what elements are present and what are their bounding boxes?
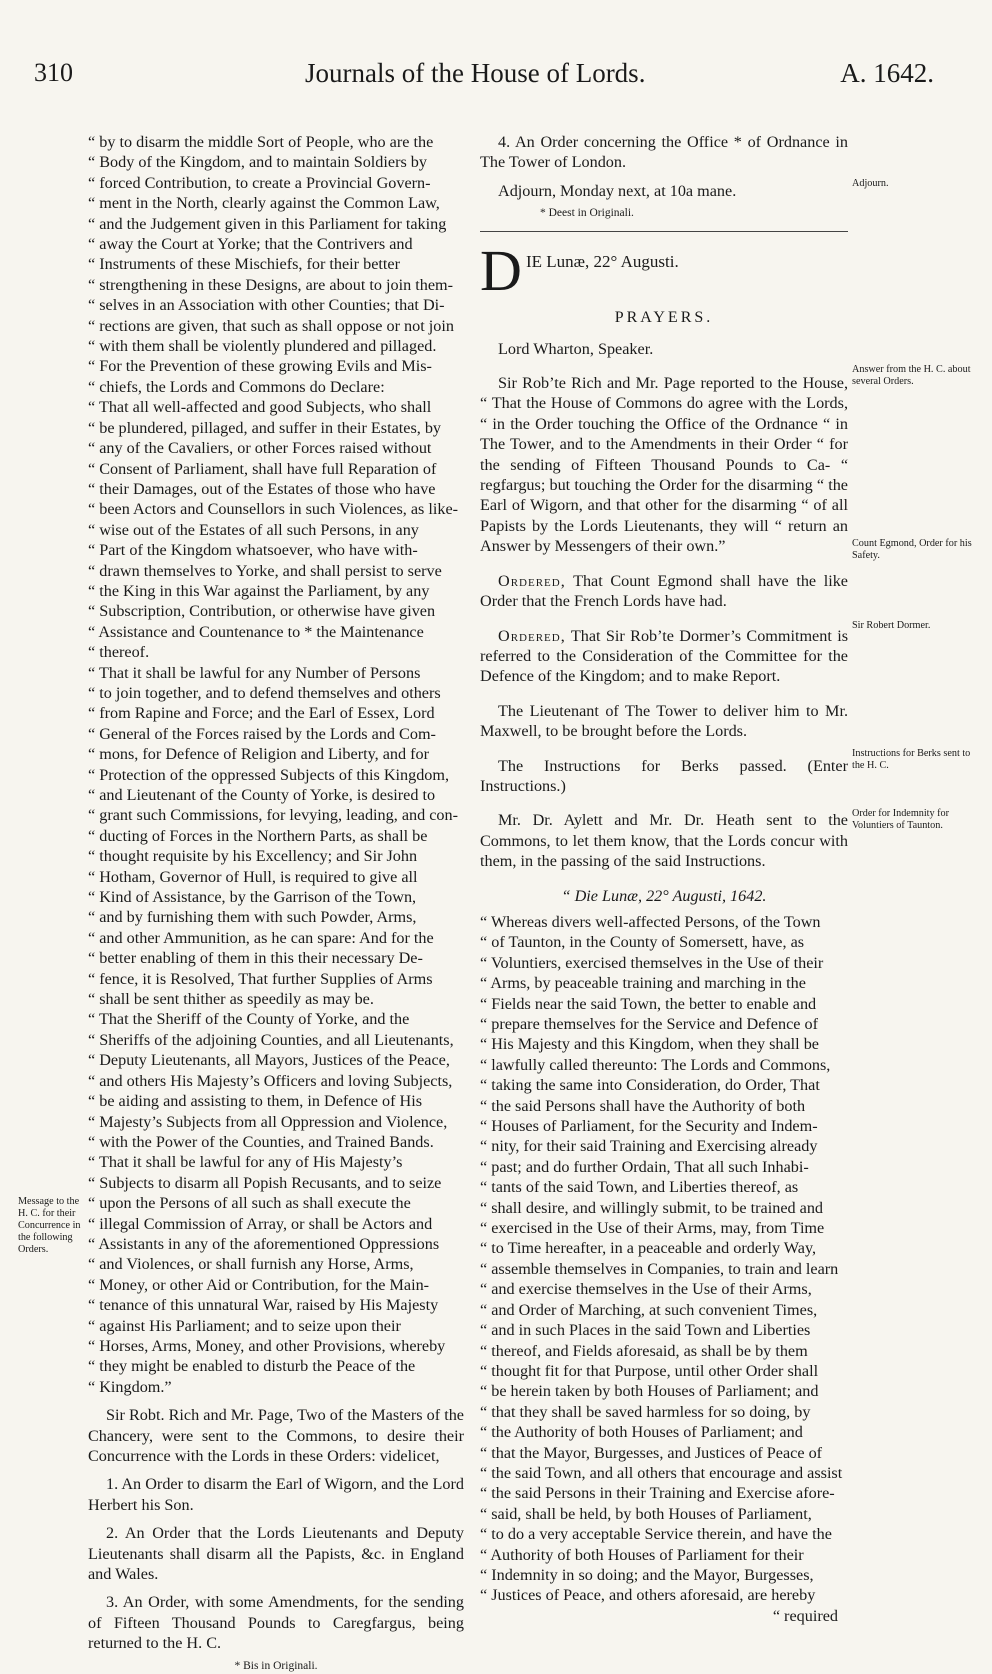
running-title: Journals of the House of Lords. [305, 58, 646, 88]
taunton-order-line: “ His Majesty and this Kingdom, when they shall be [480, 1035, 819, 1054]
declaration-line: “ Instruments of these Mischiefs, for their better [88, 255, 400, 274]
taunton-order-line: “ shall desire, and willingly submit, to be trained and [480, 1198, 824, 1217]
taunton-order-line: “ that the Mayor, Burgesses, and Justices of Peace of [480, 1443, 823, 1462]
taunton-order-line: “ said, shall be held, by both Houses of Parliament, [480, 1504, 812, 1523]
egmond-paragraph [480, 571, 848, 612]
declaration-line: “ shall be sent thither as speedily as may be. [88, 990, 374, 1009]
declaration-line: “ chiefs, the Lords and Commons do Declare: [88, 377, 385, 396]
declaration-line: “ with them shall be violently plundered and pillaged. [88, 337, 437, 356]
order-3: 3. An Order, with some Amendments, for the sending of Fifteen Thousand Pounds to Caregfargus, being returned to the H. C. [88, 1593, 464, 1653]
taunton-order-line: “ Houses of Parliament, for the Security and Indem- [480, 1117, 818, 1136]
declaration-line: “ better enabling of them in this their necessary De- [88, 949, 423, 968]
taunton-order-line: “ Indemnity in so doing; and the Mayor, Burgesses, [480, 1565, 814, 1584]
dormer-paragraph [480, 626, 848, 687]
drop-capital: D [480, 238, 522, 304]
section-rule [480, 231, 848, 232]
taunton-order-line: “ Justices of Peace, and others aforesaid, are hereby [480, 1586, 816, 1605]
declaration-line: “ from Rapine and Force; and the Earl of Essex, Lord [88, 704, 435, 723]
declaration-line: “ Consent of Parliament, shall have full Reparation of [88, 459, 437, 478]
date-heading-row [480, 238, 848, 304]
margin-note-egmond: Count Egmond, Order for his Safety. [852, 538, 972, 561]
answer-paragraph: Sir Rob’te Rich and Mr. Page reported to the House, “ That the House of Commons do agree with the Lords, “ in the Order touching the Office of the Ordnance “ in The Tower, and to the Amendments in their Order “ for the sending of Fifteen Thousand Pounds to Ca- “ regfargus; but touching the Order for the disarming “ the Earl of Wigorn, and that other for the disarming “ of all Papists by the Lords Lieutenants, they will “ return an Answer by Messengers of their own.” [480, 374, 848, 556]
declaration-line: “ wise out of the Estates of all such Persons, in any [88, 520, 419, 539]
declaration-line: “ Hotham, Governor of Hull, is required to give all [88, 867, 418, 886]
taunton-order-line: “ that they shall be saved harmless for so doing, by [480, 1402, 811, 1421]
declaration-line: “ away the Court at Yorke; that the Contrivers and [88, 235, 413, 254]
declaration-line: “ That it shall be lawful for any of His Majesty’s [88, 1153, 403, 1172]
declaration-line: “ with the Power of the Counties, and Trained Bands. [88, 1132, 434, 1151]
declaration-line: “ That the Sheriff of the County of Yorke, and the [88, 1010, 410, 1029]
egmond-text: That Count Egmond shall have the like Order that the French Lords have had. [480, 571, 848, 611]
taunton-order-line: “ exercised in the Use of their Arms, may, from Time [480, 1219, 825, 1238]
declaration-line: “ fence, it is Resolved, That further Supplies of Arms [88, 969, 433, 988]
declaration-line: “ General of the Forces raised by the Lords and Com- [88, 724, 436, 743]
page-number: 310 [34, 58, 73, 87]
declaration-line: “ Assistants in any of the aforementioned Oppressions [88, 1234, 440, 1253]
declaration-line: “ Deputy Lieutenants, all Mayors, Justices of the Peace, [88, 1051, 450, 1070]
taunton-order-line: “ the Authority of both Houses of Parliament; and [480, 1423, 803, 1442]
declaration-line: “ tenance of this unnatural War, raised by His Majesty [88, 1296, 439, 1315]
margin-note-dormer: Sir Robert Dormer. [852, 620, 931, 631]
declaration-line: “ rections are given, that such as shall oppose or not join [88, 316, 454, 335]
taunton-order-line: “ thereof, and Fields aforesaid, as shall be by them [480, 1341, 808, 1360]
declaration-line: “ thought requisite by his Excellency; and Sir John [88, 847, 418, 866]
declaration-line: “ and Violences, or shall furnish any Horse, Arms, [88, 1255, 414, 1274]
message-paragraph: Sir Robt. Rich and Mr. Page, Two of the Masters of the Chancery, were sent to the Commons, to desire their Concurrence with the Lords in these Orders: videlicet, [88, 1406, 464, 1465]
taunton-order-line: “ Voluntiers, exercised themselves in the Use of their [480, 953, 824, 972]
declaration-line: “ Money, or other Aid or Contribution, for the Main- [88, 1275, 430, 1294]
taunton-order-line: “ and exercise themselves in the Use of their Arms, [480, 1280, 812, 1299]
order-date: “ Die Lunæ, 22° Augusti, 1642. [561, 886, 767, 905]
declaration-line: “ Assistance and Countenance to * the Maintenance [88, 622, 424, 641]
page-header [0, 58, 992, 98]
declaration-line: “ to join together, and to defend themselves and others [88, 683, 441, 702]
declaration-line: “ and the Judgement given in this Parliament for taking [88, 214, 447, 233]
taunton-order-line: “ and Order of Marching, at such convenient Times, [480, 1300, 818, 1319]
declaration-line: “ illegal Commission of Array, or shall be Actors and [88, 1214, 433, 1233]
declaration-line: “ mons, for Defence of Religion and Liberty, and for [88, 745, 430, 764]
taunton-order-line: “ past; and do further Ordain, That all such Inhabi- [480, 1157, 809, 1176]
declaration-line: “ That all well-affected and good Subjects, who shall [88, 398, 432, 417]
declaration-line: “ drawn themselves to Yorke, and shall persist to serve [88, 561, 442, 580]
taunton-order-line: “ prepare themselves for the Service and Defence of [480, 1015, 818, 1033]
berks-paragraph: The Instructions for Berks passed. (Enter Instructions.) [480, 756, 848, 795]
declaration-line: “ their Damages, out of the Estates of those who have [88, 479, 436, 498]
ordered-word-2: Ordered, [498, 626, 566, 645]
declaration-line: “ Horses, Arms, Money, and other Provisions, whereby [88, 1336, 446, 1355]
declaration-line: “ ment in the North, clearly against the Common Law, [88, 194, 440, 213]
declaration-line: “ been Actors and Counsellors in such Violences, as like- [88, 500, 459, 519]
declaration-line: “ selves in an Association with other Counties; that Di- [88, 296, 445, 315]
declaration-line: “ For the Prevention of these growing Evils and Mis- [88, 357, 432, 376]
date-heading: IE Lunæ, 22° Augusti. [526, 252, 679, 272]
taunton-order-line: “ assemble themselves in Companies, to train and learn [480, 1259, 839, 1278]
running-year: A. 1642. [840, 58, 934, 88]
declaration-line: “ be plundered, pillaged, and suffer in their Estates, by [88, 418, 442, 437]
speaker-line: Lord Wharton, Speaker. [498, 339, 654, 358]
taunton-order-line: “ of Taunton, in the County of Somersett, have, as [480, 933, 805, 952]
taunton-order-line: “ the said Persons shall have the Authority of both [480, 1096, 806, 1115]
declaration-line: “ forced Contribution, to create a Provincial Govern- [88, 173, 431, 192]
margin-note-berks: Instructions for Berks sent to the H. C. [852, 748, 971, 771]
taunton-order-line: “ Authority of both Houses of Parliament for their [480, 1545, 804, 1564]
declaration-line: “ Subjects to disarm all Popish Recusants, and to seize [88, 1173, 442, 1192]
declaration-line: “ Kind of Assistance, by the Garrison of the Town, [88, 888, 417, 907]
left-column [88, 132, 464, 1674]
declaration-line: “ Subscription, Contribution, or otherwise have given [88, 602, 436, 621]
adjourn-line: Adjourn, Monday next, at 10a mane. [498, 181, 737, 200]
taunton-order-line: “ thought fit for that Purpose, until other Order shall [480, 1361, 819, 1380]
margin-note-answer: Answer from the H. C. about several Orders. [852, 364, 971, 387]
taunton-order-line: “ the said Persons in their Training and Exercise afore- [480, 1484, 835, 1503]
declaration-line: “ be aiding and assisting to them, in Defence of His [88, 1092, 423, 1111]
declaration-line: “ any of the Cavaliers, or other Forces raised without [88, 439, 432, 458]
declaration-line: “ Majesty’s Subjects from all Oppression and Violence, [88, 1112, 448, 1131]
declaration-line: “ and others His Majesty’s Officers and loving Subjects, [88, 1071, 453, 1090]
declaration-text [88, 132, 464, 1397]
margin-note-taunton: Order for Indemnity for Voluntiers of Taunton. [852, 808, 950, 831]
taunton-order-line: “ to do a very acceptable Service therein, and have the [480, 1525, 832, 1544]
margin-note-adjourn: Adjourn. [852, 178, 889, 189]
tower-paragraph: The Lieutenant of The Tower to deliver him to Mr. Maxwell, to be brought before the Lords. [480, 701, 848, 741]
taunton-order-line: “ and in such Places in the said Town and Liberties [480, 1321, 811, 1340]
catchword: “ required [772, 1606, 838, 1625]
taunton-order-line: “ tants of the said Town, and Liberties thereof, as [480, 1178, 799, 1197]
taunton-order-line: “ Fields near the said Town, the better to enable and [480, 994, 817, 1013]
footnote-right: * Deest in Originali. [540, 207, 634, 220]
taunton-order-line: “ Arms, by peaceable training and marching in the [480, 974, 806, 993]
declaration-line: “ thereof. [88, 643, 150, 662]
order-1: 1. An Order to disarm the Earl of Wigorn, and the Lord Herbert his Son. [88, 1475, 464, 1514]
taunton-order-line: “ taking the same into Consideration, do Order, That [480, 1076, 820, 1095]
order-2: 2. An Order that the Lords Lieutenants and Deputy Lieutenants shall disarm all the Papists, &c. in England and Wales. [88, 1524, 464, 1584]
declaration-line: “ against His Parliament; and to seize upon their [88, 1316, 401, 1335]
declaration-line: “ by to disarm the middle Sort of People, who are the [88, 133, 434, 151]
declaration-line: “ Protection of the oppressed Subjects of this Kingdom, [88, 765, 450, 784]
declaration-line: “ Sheriffs of the adjoining Counties, and all Lieutenants, [88, 1030, 454, 1049]
order-4: 4. An Order concerning the Office * of Ordnance in The Tower of London. [480, 133, 848, 172]
declaration-line: “ and by furnishing them with such Powder, Arms, [88, 908, 417, 927]
declaration-line: “ strengthening in these Designs, are about to join them- [88, 275, 454, 294]
taunton-order-line: “ be herein taken by both Houses of Parliament; and [480, 1382, 819, 1401]
declaration-line: “ Body of the Kingdom, and to maintain Soldiers by [88, 153, 427, 172]
right-column [480, 132, 848, 1626]
declaration-line: “ they might be enabled to disturb the Peace of the [88, 1357, 416, 1376]
prayers-heading: PRAYERS. [614, 309, 714, 327]
declaration-line: “ grant such Commissions, for levying, leading, and con- [88, 806, 458, 825]
declaration-line: “ and other Ammunition, as he can spare: And for the [88, 928, 434, 947]
taunton-order-text [480, 912, 848, 1606]
taunton-order-line: “ to Time hereafter, in a peaceable and orderly Way, [480, 1239, 817, 1258]
taunton-order-line: “ lawfully called thereunto: The Lords and Commons, [480, 1055, 831, 1074]
declaration-line: “ upon the Persons of all such as shall execute the [88, 1194, 411, 1213]
declaration-line: “ That it shall be lawful for any Number of Persons [88, 663, 421, 682]
declaration-line: “ and Lieutenant of the County of Yorke, is desired to [88, 786, 436, 804]
dormer-text: That Sir Rob’te Dormer’s Commitment is referred to the Consideration of the Committee for the Defence of the Kingdom; and to make Report. [480, 626, 848, 686]
declaration-line: “ the King in this War against the Parliament, by any [88, 581, 430, 600]
declaration-line: “ Kingdom.” [88, 1377, 172, 1396]
declaration-line: “ Part of the Kingdom whatsoever, who have with- [88, 541, 418, 560]
margin-note-message: Message to the H. C. for their Concurrence in the following Orders. [18, 1196, 81, 1255]
ordered-word: Ordered, [498, 571, 566, 590]
aylett-paragraph: Mr. Dr. Aylett and Mr. Dr. Heath sent to the Commons, to let them know, that the Lords concur with them, in the passing of the said Instructions. [480, 811, 848, 871]
taunton-order-line: “ the said Town, and all others that encourage and assist [480, 1463, 843, 1482]
footnote-left: * Bis in Originali. [234, 1659, 318, 1672]
taunton-order-line: “ Whereas divers well-affected Persons, of the Town [480, 912, 821, 931]
declaration-line: “ ducting of Forces in the Northern Parts, as shall be [88, 826, 428, 845]
taunton-order-line: “ nity, for their said Training and Exercising already [480, 1137, 818, 1156]
